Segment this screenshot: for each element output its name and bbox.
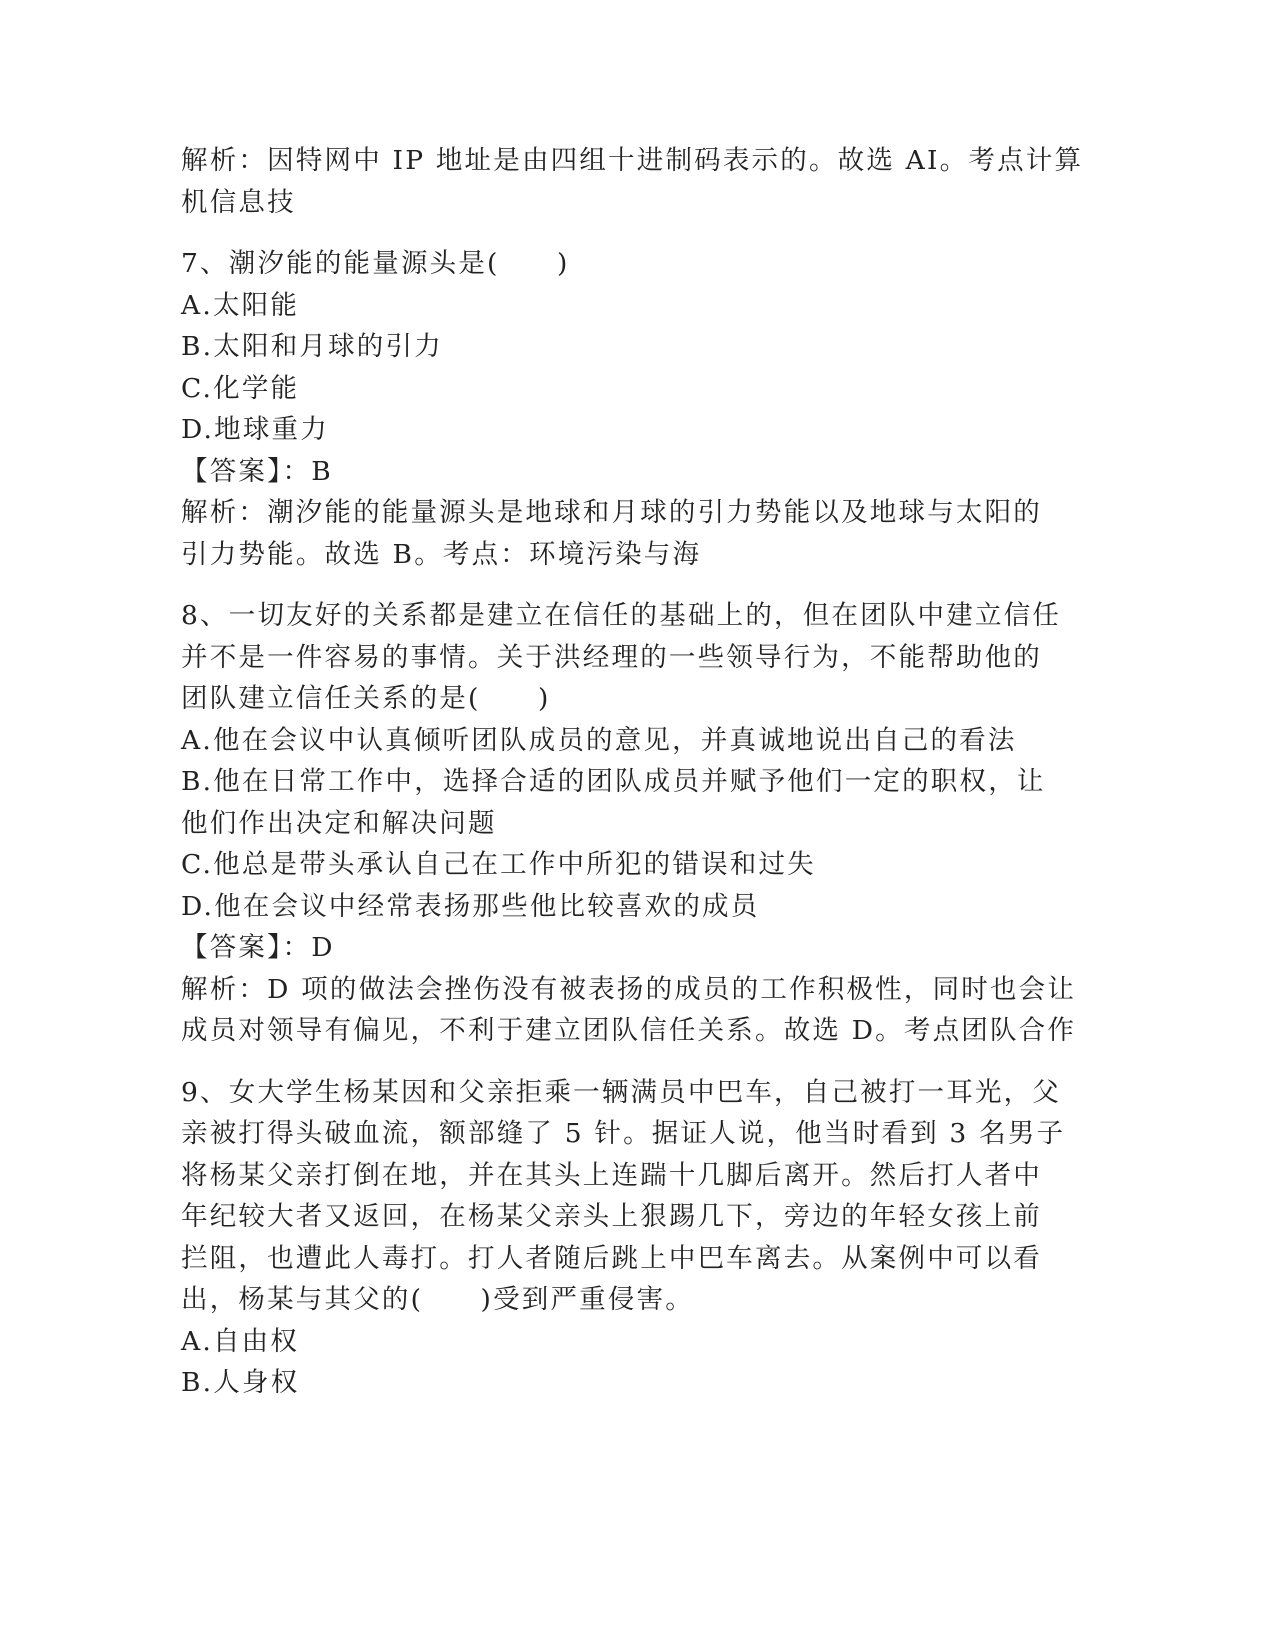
explanation-6-line-2: 机信息技 [181, 186, 296, 218]
question-8-option-b-line-1: B.他在日常工作中，选择合适的团队成员并赋予他们一定的职权，让 [181, 766, 1046, 797]
question-8-stem-line-1: 8、一切友好的关系都是建立在信任的基础上的，但在团队中建立信任 [181, 600, 1062, 631]
question-9-stem-line-3: 将杨某父亲打倒在地，并在其头上连踹十几脚后离开。然后打人者中 [181, 1159, 1042, 1191]
question-7-stem: 7、潮汐能的能量源头是( ) [181, 248, 570, 279]
paragraph-gap [181, 575, 1081, 595]
question-8-stem-line-2: 并不是一件容易的事情。关于洪经理的一些领导行为，不能帮助他的 [181, 641, 1042, 673]
question-7-explanation-line-1: 解析：潮汐能的能量源头是地球和月球的引力势能以及地球与太阳的 [181, 497, 1042, 528]
question-9-option-b: B.人身权 [181, 1367, 300, 1398]
question-8-option-b-line-2: 他们作出决定和解决问题 [181, 807, 497, 839]
document-page [181, 140, 1084, 1404]
question-7-explanation-line-2: 引力势能。故选 B。考点：环境污染与海 [181, 538, 702, 570]
question-8-option-a: A.他在会议中认真倾听团队成员的意见，并真诚地说出自己的看法 [181, 724, 1017, 756]
paragraph-gap [181, 223, 1081, 243]
question-7-answer: 【答案】：B [181, 455, 333, 487]
question-7-option-c: C.化学能 [181, 372, 300, 404]
paragraph-gap [181, 1052, 1081, 1072]
question-8-option-c: C.他总是带头承认自己在工作中所犯的错误和过失 [181, 849, 816, 880]
question-9-option-a: A.自由权 [181, 1325, 300, 1357]
question-9-stem-line-1: 9、女大学生杨某因和父亲拒乘一辆满员中巴车，自己被打一耳光，父 [181, 1076, 1062, 1108]
question-9-stem-line-6: 出，杨某与其父的( )受到严重侵害。 [181, 1284, 694, 1315]
question-7-option-d: D.地球重力 [181, 414, 329, 445]
question-9-stem-line-4: 年纪较大者又返回，在杨某父亲头上狠踢几下，旁边的年轻女孩上前 [181, 1201, 1042, 1232]
question-8-option-d: D.他在会议中经常表扬那些他比较喜欢的成员 [181, 890, 760, 922]
question-8-explanation-line-2: 成员对领导有偏见，不利于建立团队信任关系。故选 D。考点团队合作 [181, 1015, 1077, 1046]
question-9-stem-line-5: 拦阻，也遭此人毒打。打人者随后跳上中巴车离去。从案例中可以看 [181, 1242, 1042, 1274]
explanation-6-line-1: 解析：因特网中 IP 地址是由四组十进制码表示的。故选 AI。考点计算 [181, 145, 1084, 176]
question-8-answer: 【答案】：D [181, 932, 335, 963]
question-9-stem-line-2: 亲被打得头破血流，额部缝了 5 针。据证人说，他当时看到 3 名男子 [181, 1118, 1066, 1149]
question-7-option-b: B.太阳和月球的引力 [181, 331, 443, 362]
question-7-option-a: A.太阳能 [181, 289, 300, 321]
question-8-stem-line-3: 团队建立信任关系的是( ) [181, 683, 551, 714]
question-8-explanation-line-1: 解析：D 项的做法会挫伤没有被表扬的成员的工作积极性，同时也会让 [181, 973, 1077, 1005]
